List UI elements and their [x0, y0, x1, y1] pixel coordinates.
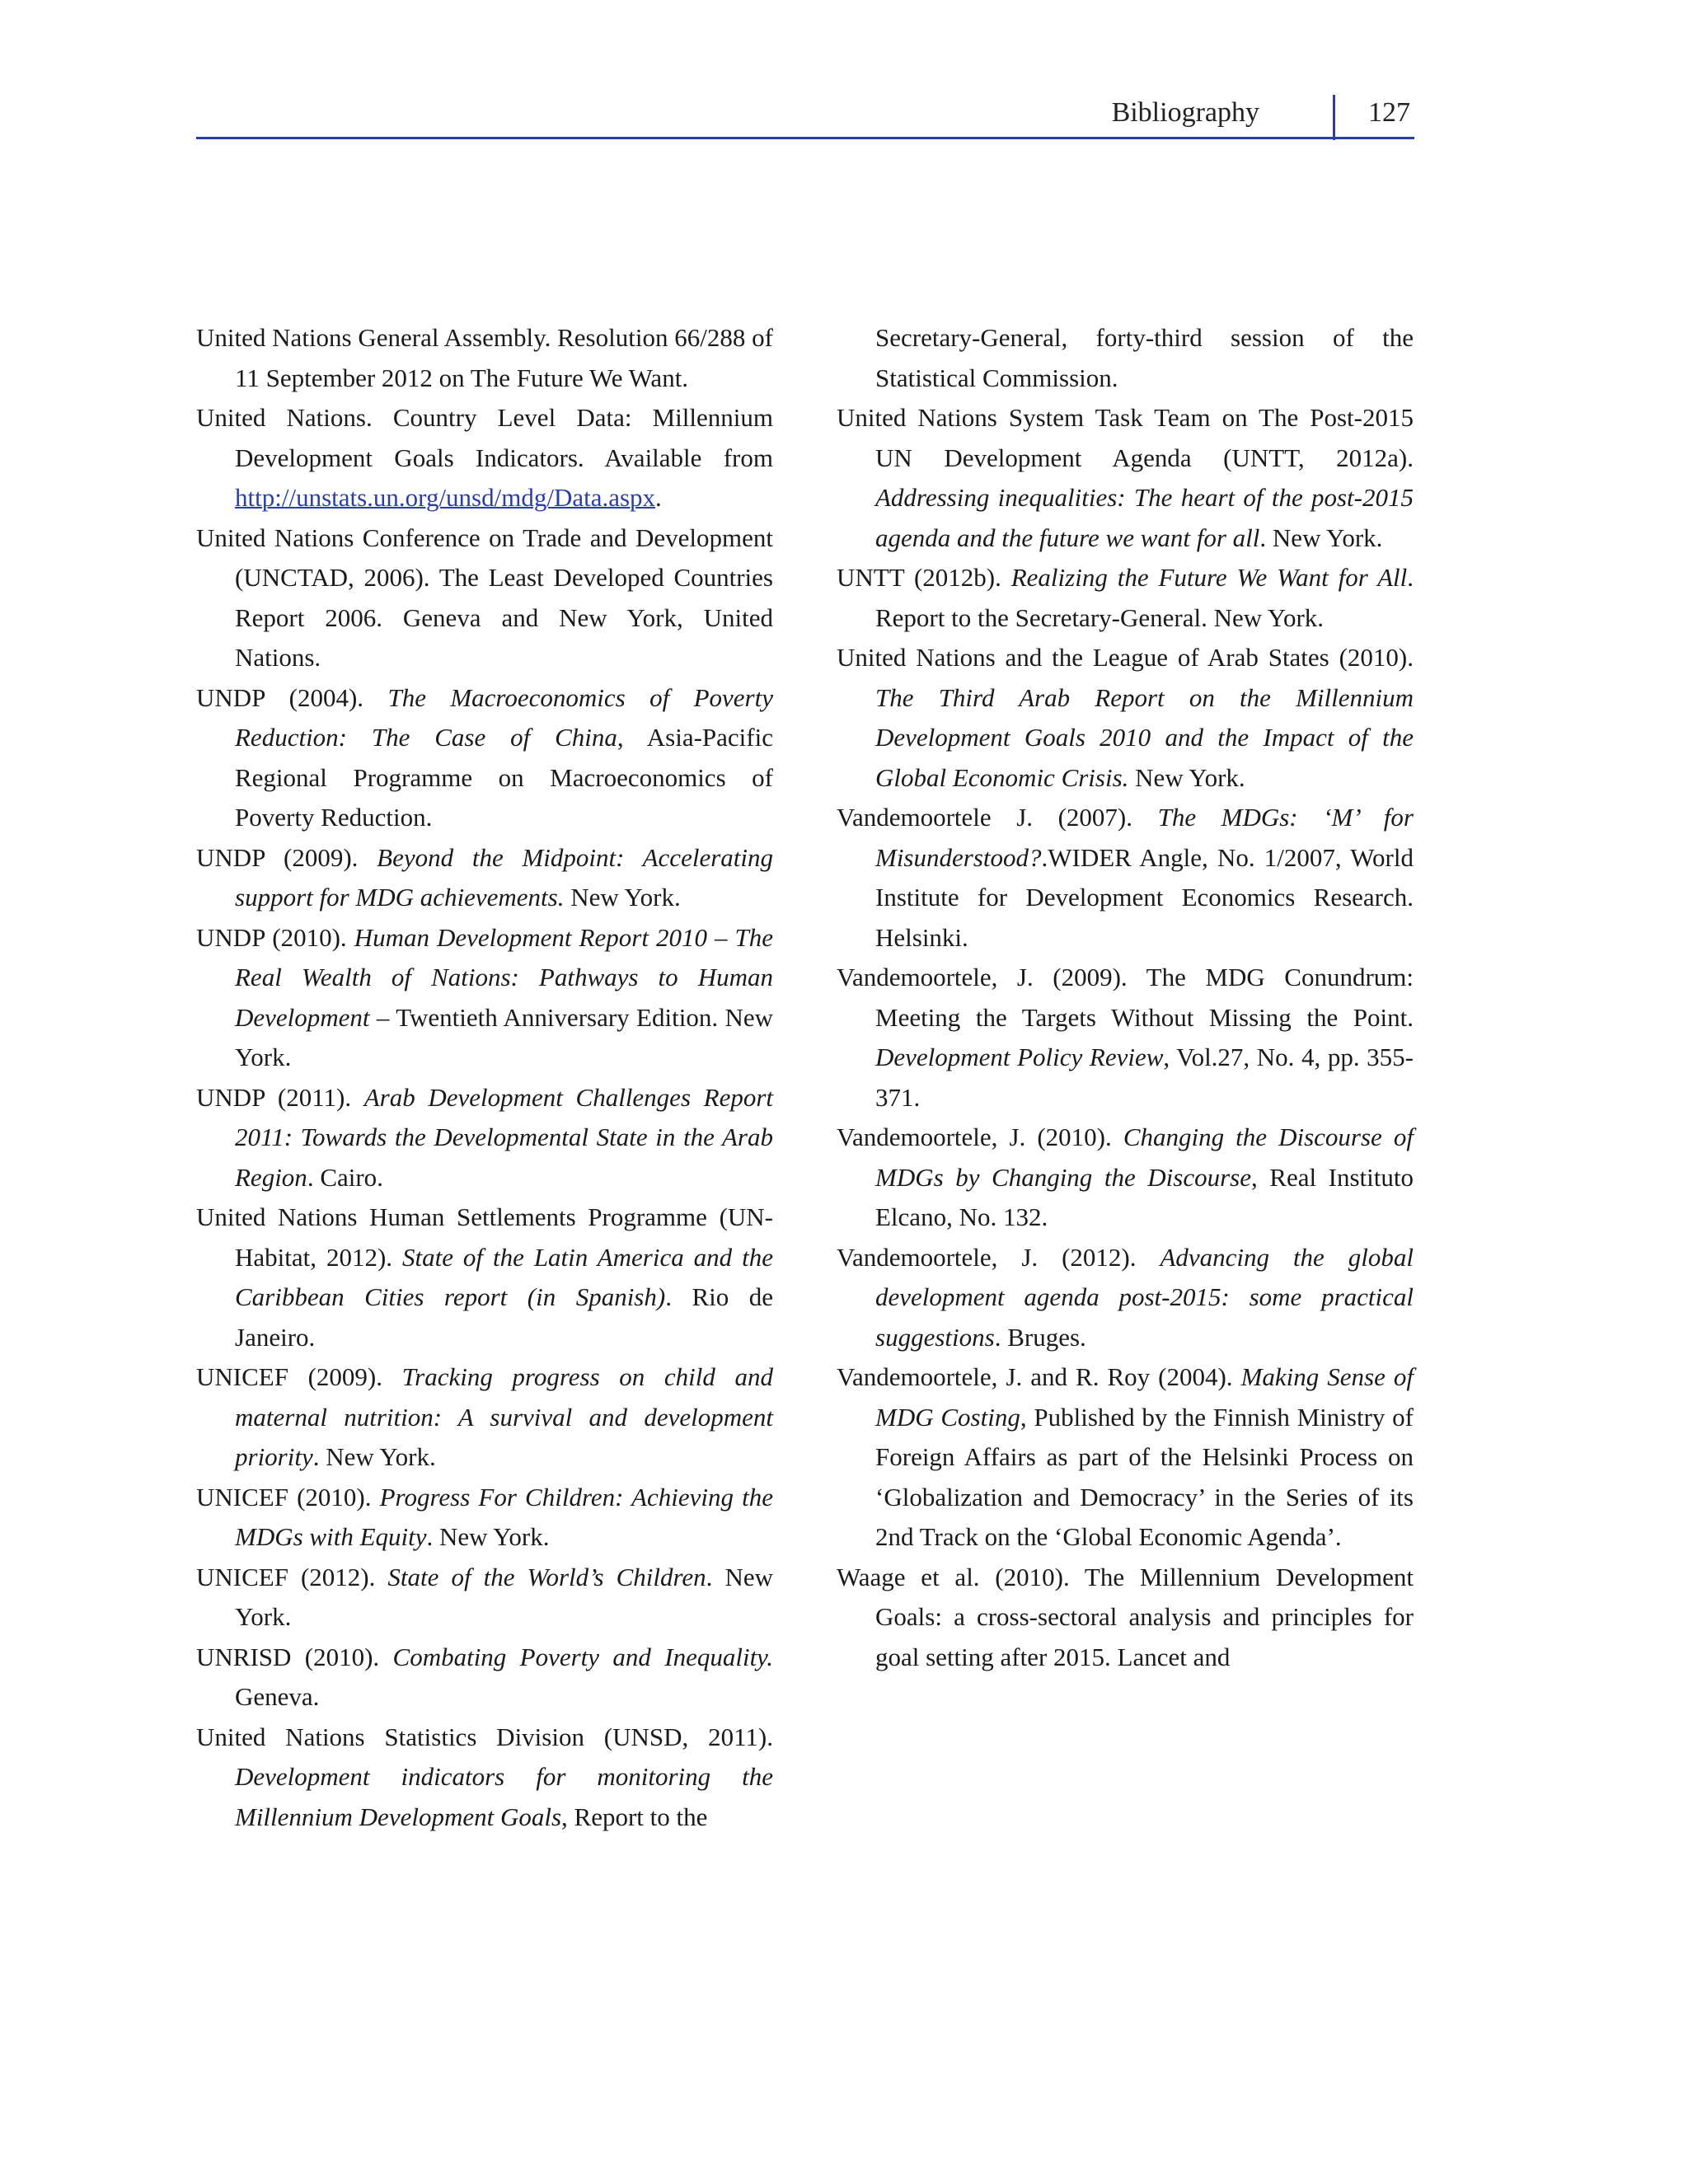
reference-text: – Twentieth Anniversary Edition. New York.	[235, 1002, 773, 1071]
bibliography-entry	[837, 318, 1414, 398]
bibliography-entry	[196, 398, 773, 518]
reference-text: United Nations. Country Level Data: Millennium Development Goals Indicators. Available from	[196, 403, 773, 472]
reference-text: United Nations Human Settlements Programme (UN-Habitat, 2012).	[196, 1202, 773, 1272]
bibliography-entry	[837, 398, 1414, 558]
header-separator	[1333, 95, 1335, 140]
reference-title: Advancing the global development agenda post-2015: some practical suggestions	[875, 1242, 1414, 1352]
reference-title: Making Sense of MDG Costing	[875, 1362, 1414, 1432]
reference-title: Addressing inequalities: The heart of the post-2015 agenda and the future we want for all	[875, 483, 1414, 552]
reference-text: UNICEF (2012).	[196, 1562, 388, 1591]
reference-text: New York.	[564, 883, 681, 912]
reference-text: . New York.	[1259, 523, 1383, 552]
page-number: 127	[1368, 97, 1410, 128]
reference-title: Development Policy Review	[875, 1043, 1164, 1071]
bibliography-entry	[196, 1478, 773, 1558]
reference-title: The Third Arab Report on the Millennium Development Goals 2010 and the Impact of the Global Economic Crisis.	[875, 682, 1414, 792]
reference-text: . New York.	[312, 1442, 436, 1471]
reference-text: UNTT (2012b).	[837, 563, 1011, 592]
reference-title: Beyond the Midpoint: Accelerating support for MDG achievements.	[235, 842, 773, 912]
reference-text: UNRISD (2010).	[196, 1642, 393, 1671]
reference-title: The Macroeconomics of Poverty Reduction: The Case of China	[235, 682, 773, 752]
reference-title: Tracking progress on child and maternal nutrition: A survival and development priority	[235, 1362, 773, 1471]
reference-text: . New York.	[426, 1522, 550, 1551]
reference-text: , Vol.27, No. 4, pp. 355-371.	[875, 1043, 1414, 1112]
reference-text: United Nations Conference on Trade and Development (UNCTAD, 2006). The Least Developed Countries Report 2006. Geneva and New York, United Nations.	[196, 523, 773, 672]
reference-link[interactable]: http://unstats.un.org/unsd/mdg/Data.aspx	[235, 483, 656, 512]
bibliography-entry	[196, 838, 773, 918]
reference-text: , Asia-Pacific Regional Programme on Macroeconomics of Poverty Reduction.	[235, 723, 773, 832]
reference-text: Vandemoortele J. (2007).	[837, 803, 1158, 832]
reference-text: .	[655, 483, 662, 512]
reference-text: . Bruges.	[994, 1322, 1086, 1352]
reference-text: , Real Instituto Elcano, No. 132.	[875, 1162, 1414, 1231]
reference-text: UNDP (2010).	[196, 922, 354, 952]
reference-text: , Report to the	[561, 1802, 708, 1831]
bibliography-entry	[837, 1118, 1414, 1238]
reference-text: Vandemoortele, J. (2009). The MDG Conundrum: Meeting the Targets Without Missing the Point.	[837, 963, 1414, 1032]
reference-title: Human Development Report 2010 – The Real Wealth of Nations: Pathways to Human Development	[235, 922, 773, 1032]
reference-text: New York.	[1128, 762, 1245, 792]
reference-text: Vandemoortele, J. (2010).	[837, 1122, 1123, 1151]
reference-title: Arab Development Challenges Report 2011: Towards the Developmental State in the Arab Region	[235, 1082, 774, 1192]
reference-text: United Nations System Task Team on The Post-2015 UN Development Agenda (UNTT, 2012a).	[837, 403, 1414, 472]
reference-title: State of the World’s Children	[387, 1562, 706, 1591]
reference-text: UNICEF (2009).	[196, 1362, 402, 1391]
reference-text: . New York.	[235, 1562, 773, 1631]
reference-text: Geneva.	[235, 1682, 320, 1711]
reference-title: State of the Latin America and the Caribbean Cities report (in Spanish)	[235, 1242, 773, 1311]
bibliography-entry	[196, 318, 773, 398]
bibliography-entry	[837, 558, 1414, 638]
bibliography-entry	[196, 1078, 773, 1198]
bibliography-entry	[196, 678, 773, 838]
reference-text: Vandemoortele, J. (2012).	[837, 1242, 1160, 1272]
reference-text: United Nations Statistics Division (UNSD, 2011).	[196, 1722, 773, 1751]
bibliography-entry	[196, 1558, 773, 1638]
bibliography-entry	[196, 1357, 773, 1478]
reference-text: United Nations General Assembly. Resolution 66/288 of 11 September 2012 on The Future We Want.	[196, 323, 773, 392]
reference-text: . Cairo.	[307, 1162, 383, 1192]
bibliography-entry	[837, 798, 1414, 958]
bibliography-entry	[837, 1357, 1414, 1558]
reference-text: Waage et al. (2010). The Millennium Development Goals: a cross-sectoral analysis and principles for goal setting after 2015. Lancet and	[837, 1562, 1414, 1671]
reference-text: UNDP (2009).	[196, 842, 377, 872]
reference-text: Secretary-General, forty-third session of the Statistical Commission.	[875, 323, 1414, 392]
running-header-title: Bibliography	[1111, 97, 1259, 128]
bibliography-entry	[196, 1638, 773, 1718]
reference-text: . Report to the Secretary-General. New York.	[875, 563, 1414, 632]
reference-title: Combating Poverty and Inequality.	[392, 1642, 773, 1671]
reference-title: Progress For Children: Achieving the MDGs with Equity	[235, 1482, 773, 1551]
reference-text: , Published by the Finnish Ministry of Foreign Affairs as part of the Helsinki Process on ‘Globalization and Democracy’ in the Series of its 2nd Track on the ‘Global Economic Agenda’.	[875, 1402, 1414, 1551]
bibliography-entry	[196, 1718, 773, 1838]
reference-title: Changing the Discourse of MDGs by Changing the Discourse	[875, 1122, 1414, 1192]
reference-text: UNDP (2011).	[196, 1082, 364, 1112]
reference-text: United Nations and the League of Arab States (2010).	[837, 643, 1414, 672]
header-rule	[196, 137, 1414, 139]
reference-text: Vandemoortele, J. and R. Roy (2004).	[837, 1362, 1241, 1391]
bibliography-entry	[837, 1238, 1414, 1358]
bibliography-entry	[196, 918, 773, 1078]
reference-text: .WIDER Angle, No. 1/2007, World Institute for Development Economics Research. Helsinki.	[875, 842, 1414, 952]
reference-title: Development indicators for monitoring the Millennium Development Goals	[235, 1762, 773, 1831]
reference-title: Realizing the Future We Want for All	[1010, 563, 1408, 592]
reference-title: The MDGs: ‘M’ for Misunderstood?	[875, 803, 1414, 872]
bibliography-column-right	[837, 318, 1414, 1677]
bibliography-entry	[196, 518, 773, 678]
reference-text: UNICEF (2010).	[196, 1482, 380, 1511]
bibliography-entry	[837, 1558, 1414, 1678]
bibliography-entry	[837, 958, 1414, 1118]
reference-text: . Rio de Janeiro.	[235, 1282, 773, 1352]
bibliography-entry	[837, 638, 1414, 798]
bibliography-entry	[196, 1197, 773, 1357]
bibliography-column-left	[196, 318, 773, 1837]
reference-text: UNDP (2004).	[196, 682, 388, 712]
